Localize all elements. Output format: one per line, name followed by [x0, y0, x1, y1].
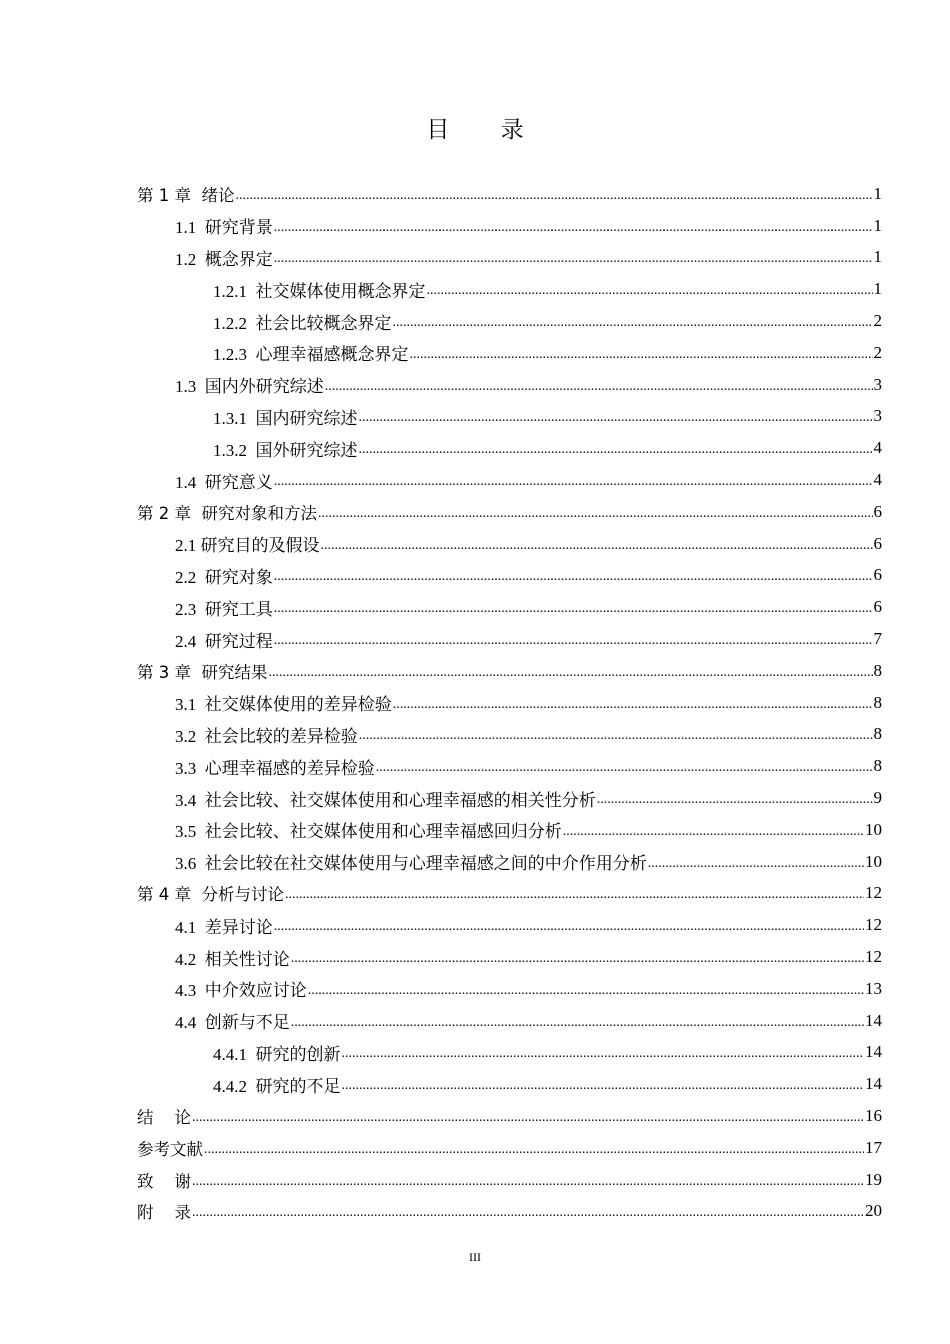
toc-entry-label: 参考文献	[137, 1139, 203, 1159]
toc-subsection-entry[interactable]	[137, 1037, 882, 1069]
toc-dot-leader	[285, 887, 864, 903]
toc-chapter-entry[interactable]	[137, 178, 882, 210]
toc-entry-label: 4.2 相关性讨论	[175, 949, 290, 969]
toc-entry-page-number: 6	[873, 597, 882, 617]
toc-dot-leader	[274, 220, 873, 236]
toc-section-entry[interactable]	[137, 782, 882, 814]
toc-entry-label: 结 论	[137, 1108, 191, 1127]
toc-entry-page-number: 12	[865, 915, 882, 935]
toc-dot-leader	[274, 633, 873, 649]
toc-section-entry[interactable]	[137, 528, 882, 560]
toc-dot-leader	[427, 283, 873, 299]
toc-entry-label: 第 3 章 研究结果	[137, 662, 268, 682]
toc-entry-page-number: 6	[873, 533, 882, 553]
table-of-contents	[137, 178, 882, 1227]
toc-entry-label: 附 录	[137, 1203, 191, 1223]
toc-dot-leader	[192, 1205, 864, 1221]
toc-entry-page-number: 9	[873, 788, 882, 808]
toc-entry-label: 第 1 章 绪论	[137, 185, 235, 205]
toc-entry-page-number: 16	[865, 1106, 882, 1125]
toc-entry-page-number: 8	[873, 756, 882, 776]
toc-entry-label: 2.2 研究对象	[175, 567, 273, 587]
toc-entry-page-number: 7	[873, 629, 882, 649]
toc-entry-label: 第 4 章 分析与讨论	[137, 885, 284, 905]
toc-dot-leader	[274, 569, 873, 585]
toc-subsection-entry[interactable]	[137, 337, 882, 369]
toc-entry-label: 1.2 概念界定	[175, 249, 273, 269]
toc-entry-page-number: 10	[865, 819, 882, 839]
toc-section-entry[interactable]	[137, 719, 882, 751]
toc-dot-leader	[291, 951, 864, 967]
toc-entry-page-number: 3	[873, 374, 882, 394]
toc-entry-label: 1.3.2 国外研究综述	[213, 440, 358, 460]
toc-entry-page-number: 3	[873, 406, 882, 426]
toc-dot-leader	[393, 315, 873, 331]
toc-entry-label: 致 谢	[137, 1171, 191, 1191]
toc-entry-label: 2.4 研究过程	[175, 631, 273, 651]
toc-chapter-entry[interactable]	[137, 1100, 882, 1132]
toc-entry-page-number: 4	[873, 470, 882, 490]
toc-entry-label: 2.1 研究目的及假设	[175, 536, 320, 556]
toc-subsection-entry[interactable]	[137, 305, 882, 337]
toc-entry-label: 3.5 社会比较、社交媒体使用和心理幸福感回归分析	[175, 822, 562, 842]
toc-subsection-entry[interactable]	[137, 1068, 882, 1100]
toc-entry-page-number: 4	[873, 438, 882, 458]
toc-section-entry[interactable]	[137, 242, 882, 274]
toc-entry-label: 1.1 研究背景	[175, 218, 273, 238]
toc-entry-label: 3.4 社会比较、社交媒体使用和心理幸福感的相关性分析	[175, 790, 596, 810]
toc-dot-leader	[308, 983, 864, 999]
toc-dot-leader	[268, 665, 872, 681]
toc-dot-leader	[235, 188, 872, 204]
toc-dot-leader	[274, 601, 873, 617]
toc-entry-page-number: 6	[873, 565, 882, 585]
toc-entry-label: 4.4 创新与不足	[175, 1013, 290, 1033]
toc-dot-leader	[318, 506, 873, 522]
toc-entry-label: 1.2.1 社交媒体使用概念界定	[213, 281, 426, 301]
toc-entry-page-number: 8	[873, 660, 882, 680]
toc-chapter-entry[interactable]	[137, 1132, 882, 1164]
toc-chapter-entry[interactable]	[137, 1196, 882, 1228]
toc-entry-label: 4.4.1 研究的创新	[213, 1044, 341, 1064]
toc-dot-leader	[342, 1046, 865, 1062]
toc-dot-leader	[274, 474, 873, 490]
toc-dot-leader	[359, 442, 873, 458]
toc-entry-label: 3.1 社交媒体使用的差异检验	[175, 695, 392, 715]
toc-dot-leader	[274, 919, 864, 935]
toc-entry-page-number: 8	[873, 724, 882, 744]
toc-section-entry[interactable]	[137, 464, 882, 496]
toc-entry-page-number: 8	[873, 692, 882, 712]
toc-dot-leader	[563, 824, 864, 840]
toc-dot-leader	[648, 856, 864, 872]
toc-entry-page-number: 10	[865, 851, 882, 871]
toc-dot-leader	[376, 760, 873, 776]
toc-entry-page-number: 12	[865, 947, 882, 967]
toc-entry-page-number: 20	[865, 1201, 882, 1221]
toc-dot-leader	[192, 1174, 864, 1190]
toc-section-entry[interactable]	[137, 973, 882, 1005]
toc-entry-label: 4.3 中介效应讨论	[175, 981, 307, 1001]
toc-entry-label: 4.4.2 研究的不足	[213, 1076, 341, 1096]
toc-chapter-entry[interactable]	[137, 496, 882, 528]
page-title: 目 录	[426, 117, 546, 143]
toc-entry-page-number: 13	[865, 978, 882, 998]
toc-section-entry[interactable]	[137, 846, 882, 878]
toc-dot-leader	[192, 1110, 864, 1126]
toc-section-entry[interactable]	[137, 369, 882, 401]
toc-entry-label: 1.4 研究意义	[175, 472, 273, 492]
toc-entry-page-number: 1	[873, 215, 882, 235]
toc-section-entry[interactable]	[137, 623, 882, 655]
toc-entry-label: 4.1 差异讨论	[175, 917, 273, 937]
toc-entry-page-number: 14	[865, 1010, 882, 1030]
toc-section-entry[interactable]	[137, 814, 882, 846]
toc-dot-leader	[359, 410, 873, 426]
toc-chapter-entry[interactable]	[137, 655, 882, 687]
toc-section-entry[interactable]	[137, 560, 882, 592]
toc-section-entry[interactable]	[137, 687, 882, 719]
toc-subsection-entry[interactable]	[137, 432, 882, 464]
toc-section-entry[interactable]	[137, 591, 882, 623]
toc-dot-leader	[325, 379, 873, 395]
toc-subsection-entry[interactable]	[137, 401, 882, 433]
toc-section-entry[interactable]	[137, 941, 882, 973]
toc-entry-page-number: 17	[865, 1137, 882, 1157]
toc-entry-label: 第 2 章 研究对象和方法	[137, 503, 317, 523]
toc-entry-page-number: 14	[865, 1074, 882, 1094]
toc-entry-page-number: 6	[873, 501, 882, 521]
toc-entry-label: 2.3 研究工具	[175, 599, 273, 619]
toc-dot-leader	[321, 538, 873, 554]
toc-section-entry[interactable]	[137, 210, 882, 242]
toc-entry-label: 1.3.1 国内研究综述	[213, 408, 358, 428]
toc-entry-label: 1.3 国内外研究综述	[175, 377, 324, 397]
toc-dot-leader	[393, 697, 873, 713]
toc-entry-label: 1.2.3 心理幸福感概念界定	[213, 345, 409, 365]
toc-entry-page-number: 1	[873, 279, 882, 299]
toc-entry-page-number: 14	[865, 1042, 882, 1062]
toc-section-entry[interactable]	[137, 750, 882, 782]
toc-dot-leader	[342, 1078, 865, 1094]
toc-entry-page-number: 2	[873, 342, 882, 362]
toc-entry-page-number: 2	[873, 311, 882, 331]
toc-entry-label: 3.2 社会比较的差异检验	[175, 726, 358, 746]
toc-entry-page-number: 12	[865, 883, 882, 903]
toc-entry-label: 3.6 社会比较在社交媒体使用与心理幸福感之间的中介作用分析	[175, 854, 647, 874]
toc-dot-leader	[410, 347, 873, 363]
toc-chapter-entry[interactable]	[137, 1164, 882, 1196]
toc-entry-page-number: 19	[865, 1169, 882, 1189]
toc-entry-page-number: 1	[873, 247, 882, 267]
toc-dot-leader	[291, 1015, 864, 1031]
toc-dot-leader	[359, 728, 873, 744]
toc-dot-leader	[597, 792, 873, 808]
toc-subsection-entry[interactable]	[137, 273, 882, 305]
toc-section-entry[interactable]	[137, 909, 882, 941]
toc-chapter-entry[interactable]	[137, 878, 882, 910]
page-number: III	[469, 1250, 481, 1264]
toc-entry-page-number: 1	[873, 183, 882, 203]
toc-section-entry[interactable]	[137, 1005, 882, 1037]
toc-entry-label: 3.3 心理幸福感的差异检验	[175, 758, 375, 778]
toc-dot-leader	[274, 251, 873, 267]
toc-entry-label: 1.2.2 社会比较概念界定	[213, 313, 392, 333]
toc-dot-leader	[204, 1142, 864, 1158]
